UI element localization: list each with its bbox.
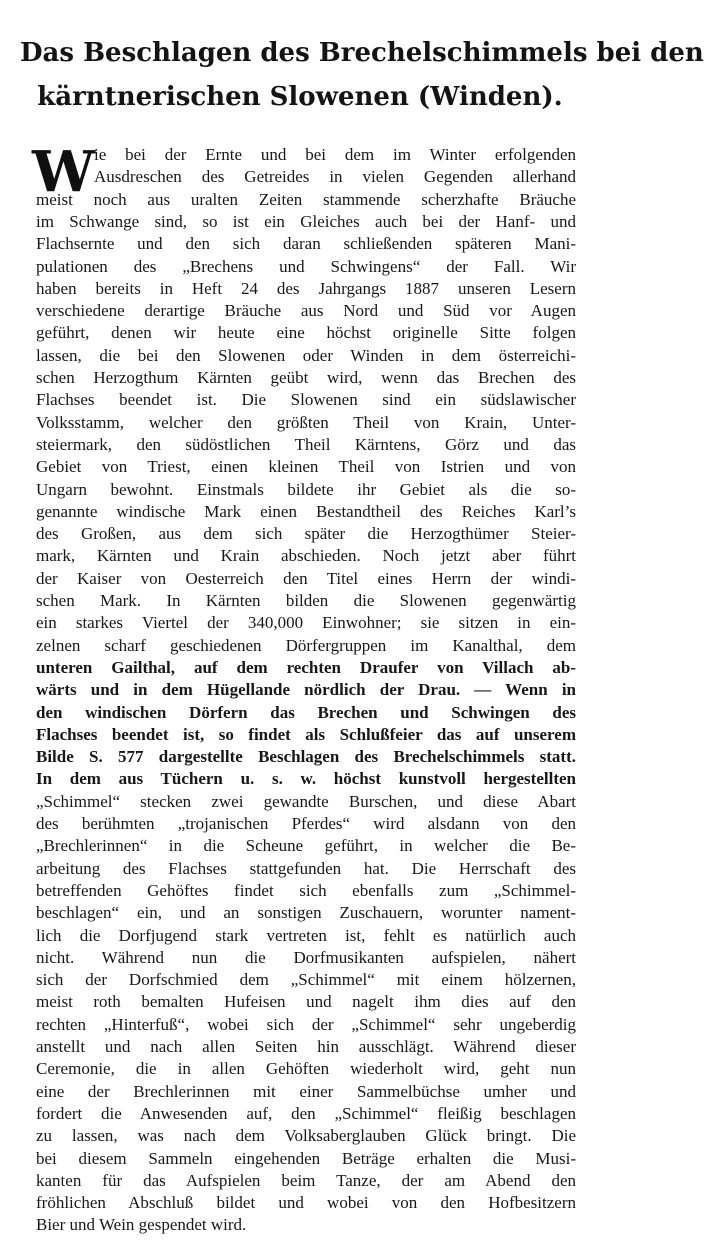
article-line: kanten für das Aufspielen beim Tanze, der am Abend den [36,1170,576,1190]
article-line: rechten „Hinterfuß“, wobei sich der „Schimmel“ sehr ungeberdig [36,1014,576,1034]
drop-cap: W [32,139,95,205]
article-body [32,139,576,1235]
article-title-line-2: kärntnerischen Slowenen (Winden). [37,82,563,112]
article-line: ein starkes Viertel der 340,000 Einwohner; sie sitzen in ein- [36,613,576,633]
article-line: Flachses beendet ist, so findet als Schlußfeier das auf unserem [36,724,576,744]
article-line: Ungarn bewohnt. Einstmals bildete ihr Gebiet als die so- [36,479,576,499]
article-line: In dem aus Tüchern u. s. w. höchst kunstvoll hergestellten [36,769,576,789]
article-line: Gebiet von Triest, einen kleinen Theil von Istrien und von [36,457,576,477]
article-line: genannte windische Mark einen Bestandtheil des Reiches Karl’s [36,501,576,521]
article-line: schen Mark. In Kärnten bilden die Slowenen gegenwärtig [36,591,576,610]
article-line: fordert die Anwesenden auf, den „Schimmel“ fleißig beschlagen [36,1103,576,1123]
article-line: unteren Gailthal, auf dem rechten Draufer von Villach ab- [36,657,576,677]
article-line: Bier und Wein gespendet wird. [36,1215,247,1235]
article-line: Ausdreschen des Getreides in vielen Gegenden allerhand [94,167,576,187]
article-line: mark, Kärnten und Krain abschieden. Noch jetzt aber führt [36,546,576,566]
article-line: der Kaiser von Oesterreich den Titel eines Herrn der windi- [36,568,576,588]
article-line: betreffenden Gehöftes findet sich ebenfalls zum „Schimmel- [36,880,576,900]
article-line: Flachses beendet ist. Die Slowenen sind ein südslawischer [36,390,576,410]
article-line: verschiedene derartige Bräuche aus Nord und Süd vor Augen [36,301,576,321]
article-line: den windischen Dörfern das Brechen und Schwingen des [36,702,576,722]
article-line: steiermark, den südöstlichen Theil Kärntens, Görz und das [36,434,576,454]
article-line: beschlagen“ ein, und an sonstigen Zuschauern, worunter nament- [36,903,576,923]
article-title-line-1: Das Beschlagen des Brechelschimmels bei den [20,38,704,68]
article-line: arbeitung des Flachses stattgefunden hat. Die Herrschaft des [36,858,576,878]
article-line: „Brechlerinnen“ in die Scheune geführt, in welcher die Be- [36,836,576,856]
article-line: wärts und in dem Hügellande nördlich der Drau. — Wenn in [36,680,576,700]
article-line: schen Herzogthum Kärnten geübt wird, wenn das Brechen des [36,368,576,387]
article-line: zu lassen, was nach dem Volksaberglauben Glück bringt. Die [36,1126,576,1146]
article-line: pulationen des „Brechens und Schwingens“ der Fall. Wir [36,256,576,276]
article-line: geführt, denen wir heute eine höchst originelle Sitte folgen [36,323,576,343]
article-line: nicht. Während nun die Dorfmusikanten aufspielen, nähert [36,947,576,967]
article-line: eine der Brechlerinnen mit einer Sammelbüchse umher und [36,1081,576,1101]
article-line: lassen, die bei den Slowenen oder Winden in dem österreichi- [36,345,576,365]
article-line: sich der Dorfschmied dem „Schimmel“ mit einem hölzernen, [36,970,576,990]
article-line: meist roth bemalten Hufeisen und nagelt ihm dies auf den [36,992,576,1012]
article-line: „Schimmel“ stecken zwei gewandte Burschen, und diese Abart [36,791,576,811]
article-line: zelnen scharf geschiedenen Dörfergruppen im Kanalthal, dem [36,635,576,655]
article-line: Volksstamm, welcher den größten Theil von Krain, Unter- [36,412,576,432]
article-line: anstellt und nach allen Seiten hin ausschlägt. Während dieser [36,1037,576,1056]
article-line: im Schwange sind, so ist ein Gleiches auch bei der Hanf- und [36,211,576,231]
article-line: fröhlichen Abschluß bildet und wobei von den Hofbesitzern [36,1193,576,1213]
article-line: haben bereits in Heft 24 des Jahrgangs 1887 unseren Lesern [36,278,576,298]
article-line: bei diesem Sammeln eingehenden Beträge erhalten die Musi- [36,1148,576,1168]
article-line: Ceremonie, die in allen Gehöften wiederholt wird, geht nun [36,1059,576,1079]
article-line: Flachsernte und den sich daran schließenden späteren Mani- [36,234,576,254]
article-line: meist noch aus uralten Zeiten stammende scherzhafte Bräuche [36,189,576,209]
article-line: des Großen, aus dem sich später die Herzogthümer Steier- [36,524,576,544]
article-line: Bilde S. 577 dargestellte Beschlagen des Brechelschimmels statt. [36,747,576,767]
article-line: des berühmten „trojanischen Pferdes“ wird alsdann von den [36,814,576,833]
article-line: lich die Dorfjugend stark vertreten ist, fehlt es natürlich auch [36,925,576,945]
article-line: ie bei der Ernte und bei dem im Winter erfolgenden [94,145,576,164]
